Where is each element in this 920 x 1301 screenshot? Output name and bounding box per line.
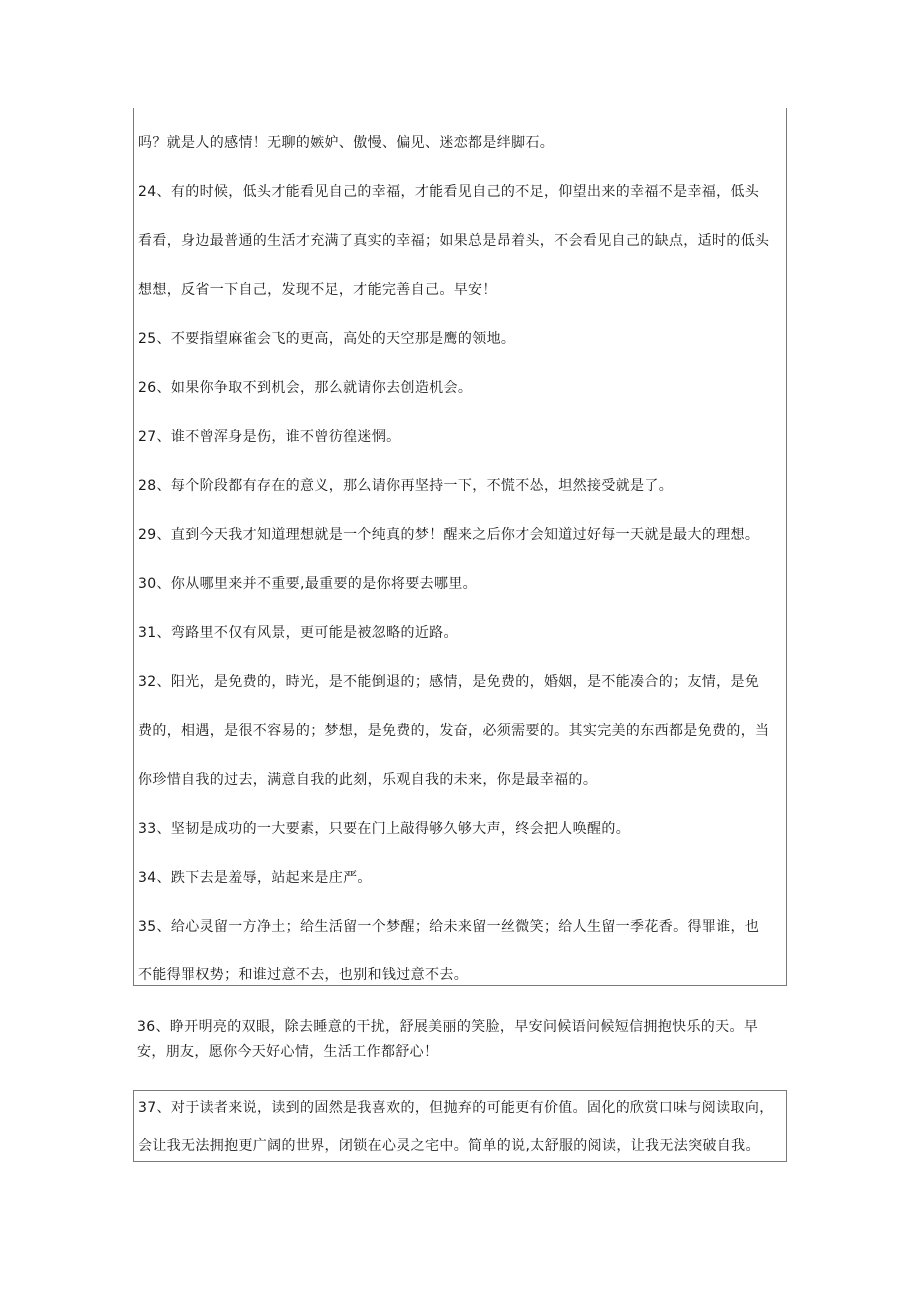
- text-line: 27、谁不曾浑身是伤，谁不曾彷徨迷惘。: [138, 429, 401, 445]
- quote-box-upper: [133, 108, 787, 986]
- text-line: 36、睁开明亮的双眼，除去睡意的干扰，舒展美丽的笑脸，早安问候语问候短信拥抱快乐的天。早: [137, 1019, 759, 1035]
- text-line: 吗？就是人的感情！无聊的嫉妒、傲慢、偏见、迷恋都是绊脚石。: [138, 135, 555, 151]
- text-line: 24、有的时候，低头才能看见自己的幸福，才能看见自己的不足，仰望出来的幸福不是幸福，低头: [138, 184, 760, 200]
- text-line: 25、不要指望麻雀会飞的更高，高处的天空那是鹰的领地。: [138, 331, 516, 347]
- text-line: 32、阳光，是免费的，時光，是不能倒退的；感情，是免费的，婚姻，是不能凑合的；友情，是免: [138, 674, 760, 690]
- text-line: 看看，身边最普通的生活才充满了真实的幸福；如果总是昂着头，不会看见自己的缺点，适时的低头: [138, 233, 770, 249]
- text-line: 26、如果你争取不到机会，那么就请你去创造机会。: [138, 380, 473, 396]
- text-line: 37、对于读者来说，读到的固然是我喜欢的，但抛弃的可能更有价值。固化的欣赏口味与阅读取向，: [138, 1100, 774, 1116]
- text-line: 不能得罪权势；和谁过意不去，也别和钱过意不去。: [138, 967, 469, 983]
- text-line: 30、你从哪里来并不重要,最重要的是你将要去哪里。: [138, 576, 478, 592]
- quote-box-lower: [133, 1090, 787, 1162]
- text-line: 会让我无法拥抱更广阔的世界，闭锁在心灵之宅中。简单的说,太舒服的阅读，让我无法突破自我。: [138, 1138, 760, 1154]
- text-line: 31、弯路里不仅有风景，更可能是被忽略的近路。: [138, 625, 458, 641]
- text-line: 28、每个阶段都有存在的意义，那么请你再坚持一下，不慌不怂，坦然接受就是了。: [138, 478, 674, 494]
- text-line: 安，朋友，愿你今天好心情，生活工作都舒心！: [137, 1044, 439, 1060]
- text-line: 你珍惜自我的过去，满意自我的此刻，乐观自我的未来，你是最幸福的。: [138, 772, 598, 788]
- text-line: 想想，反省一下自己，发现不足，才能完善自己。早安！: [138, 282, 497, 298]
- text-line: 34、跌下去是羞辱，站起来是庄严。: [138, 870, 372, 886]
- text-line: 费的，相遇，是很不容易的；梦想，是免费的，发奋，必须需要的。其实完美的东西都是免费的，当: [138, 723, 770, 739]
- text-line: 33、坚韧是成功的一大要素，只要在门上敲得够久够大声，终会把人唤醒的。: [138, 821, 631, 837]
- text-line: 35、给心灵留一方净土；给生活留一个梦醒；给未来留一丝微笑；给人生留一季花香。得罪谁，也: [138, 919, 760, 935]
- text-line: 29、直到今天我才知道理想就是一个纯真的梦！醒来之后你才会知道过好每一天就是最大的理想。: [138, 527, 760, 543]
